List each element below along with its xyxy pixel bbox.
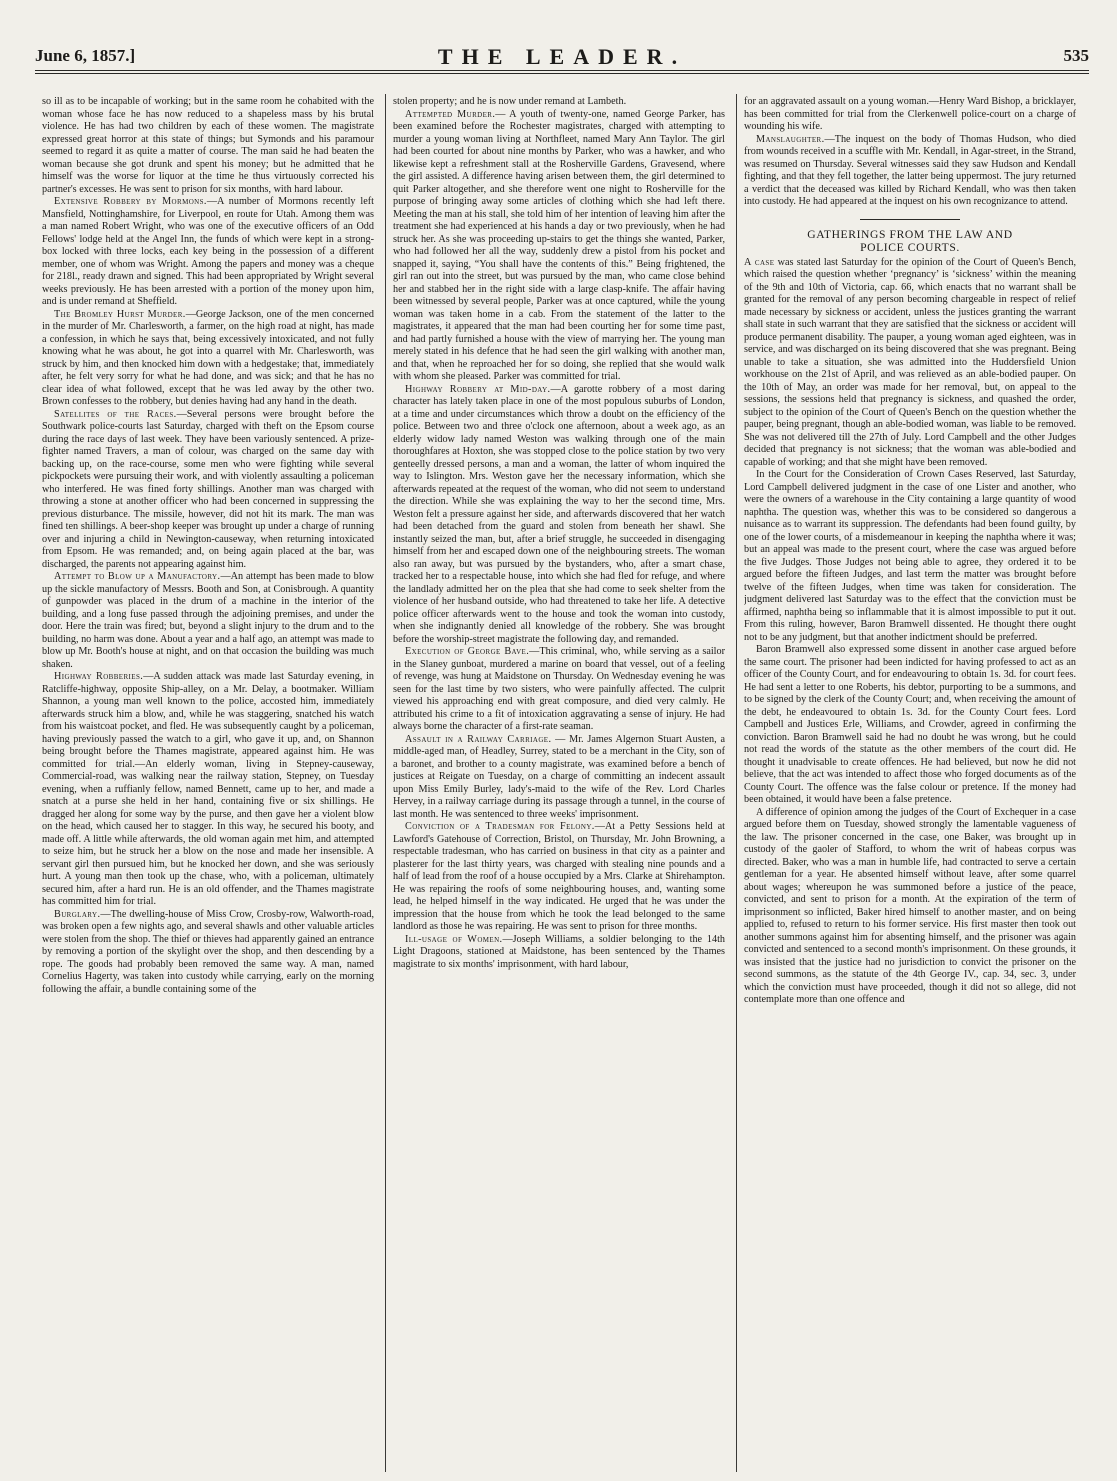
column-2 xyxy=(393,96,725,1472)
article-heading: Burglary. xyxy=(54,908,101,920)
article-heading: Attempted Murder. xyxy=(405,108,496,120)
header-rule xyxy=(35,70,1089,71)
article-ill-usage-women xyxy=(393,934,725,972)
column-1 xyxy=(42,96,374,1472)
section-title-line: GATHERINGS FROM THE LAW AND xyxy=(807,227,1013,241)
article-body: —The dwelling-house of Miss Crow, Crosby-row, Walworth-road, was broken open a few nights ago, and several shawls and other valuable articles were stolen from the shop. The thief or thieves had apparently gained an entrance by removing a portion of the skylight over the shop, and then descending by a rope. The goods had probably been removed the same way. A man, named Cornelius Hagerty, was taken into custody while carrying, early on the morning following the affair, a bundle containing some of the xyxy=(42,908,374,995)
article-continuation: stolen property; and he is now under remand at Lambeth. xyxy=(393,96,627,107)
article-extensive-robbery xyxy=(42,196,374,309)
article-court-of-exchequer: A difference of opinion among the judges of the Court of Exchequer in a case argued before them on Tuesday, showed strongly the lamentable vagueness of the law. The prisoner concerned in the case, one Baker, was brought up in custody of the gaoler of Stafford, to whom the writ of habeas corpus was directed. Baker, who was a man in humble life, had contracted to serve a certain gentleman for a year. He absented himself without leave, after some quarrel about wages; whereupon he was summoned before a justice of the peace, convicted, and sent to prison for a month. At the expiration of the term of imprisonment so inflicted, Baker hired himself to another master, and on being applied to, refused to return to his former service. His first master then took out another summons against him for absenting himself, and the prisoner was again convicted and sentenced to a second month's imprisonment. On these grounds, it was insisted that the justice had no jurisdiction to convict the prisoner on the second summons, as the statute of the 4th George IV., cap. 34, sec. 3, under which the conviction must have proceeded, though it did not so allege, did not contemplate more than one offence and xyxy=(744,806,1076,1005)
article-county-court-fees: Baron Bramwell also expressed some dissent in another case argued before the same court. The prisoner had been indicted for having professed to act as an officer of the County Court, and for endeavouring to obtain 1s. 3d. for court fees. He had sent a letter to one Roberts, his debtor, purporting to be a summons, and to be signed by the clerk of the County Court; and, when receiving the amount of the debt, he endeavoured to obtain 1s. 3d. for the County Court fees. Lord Campbell and Justices Erle, Williams, and Crowder, agreed in confirming the conviction. Baron Bramwell said he had no doubt he was wrong, but he could not read the words of the statute as the other members of the court did. He thought it unadvisable to create offences. He had believed, but now he did not believe, that the act was intended to affect those who forged documents as of the County Court. The offence was the false colour or pretence. If the money had been obtained, it would have been a false pretence. xyxy=(744,644,1076,805)
article-heading: Ill-usage of Women. xyxy=(405,933,503,945)
article-body: —An attempt has been made to blow up the sickle manufactory of Messrs. Booth and Son, at Conisbrough. A quantity of gunpowder was placed in the drum of a machine in the interior of the building, and a long fuse passed through the adjoining premises, and under the door. Here the train was fired; but, beyond a slight injury to the drum and to the building, no harm was done. About a year and a half ago, an attempt was made to blow up Mr. Booth's house at night, and on that occasion the building was much shaken. xyxy=(42,571,374,670)
section-divider xyxy=(860,219,960,220)
header-rule-double xyxy=(35,73,1089,74)
article-highway-robberies xyxy=(42,671,374,909)
article-heading: Attempt to Blow up a Manufactory. xyxy=(54,571,221,582)
article-heading: Manslaughter. xyxy=(756,133,825,145)
article-body: — Mr. James Algernon Stuart Austen, a middle-aged man, of Headley, Surrey, stated to be a merchant in the City, son of a baronet, and brother to a county magistrate, was examined before a bench of justices at Reigate on Tuesday, on a charge of committing an indecent assault upon Miss Emily Burley, lady's-maid to the wife of the Rev. Lord Charles Hervey, in a railway carriage during its passage through a tunnel, in the course of last month. He was sentenced to three weeks' imprisonment. xyxy=(393,733,725,820)
article-body: —This criminal, who, while serving as a sailor in the Slaney gunboat, murdered a marine on board that vessel, out of a feeling of revenge, was hung at Maidstone on Thursday. On Wednesday evening he was seen for the last time by two sisters, who were painfully affected. The culprit viewed his approaching end with great composure, and died very calmly. He attributed his crime to a fit of intoxication aggravating a sense of injury. He had always borne the character of a first-rate seaman. xyxy=(393,646,725,732)
page-number: 535 xyxy=(1063,46,1089,65)
article-heading: Highway Robberies. xyxy=(54,671,144,682)
section-title-line: POLICE COURTS. xyxy=(860,240,960,254)
article-bromley-hurst-murder xyxy=(42,309,374,409)
page-header xyxy=(35,44,1089,72)
article-body: —George Jackson, one of the men concerned in the murder of Mr. Charlesworth, a farmer, on the high road at night, has made a confession, in which he says that, being excessively intoxicated, and not fully knowing what he was about, he got into a quarrel with Mr. Charlesworth, was struck by him, and then knocked him down with a hedgestake; that, immediately after, he felt very sorry for what he had done, and was sick; and that he has no clear idea of what followed, except that he was led away by the other two. Brown confesses to the robbery, but denies having had any hand in the death. xyxy=(42,308,374,407)
article-heading: Assault in a Railway Carriage. xyxy=(405,733,552,745)
section-title-law-police-courts xyxy=(744,228,1076,254)
article-heading: The Bromley Hurst Murder. xyxy=(54,308,186,320)
article-crown-cases-naphtha: In the Court for the Consideration of Crown Cases Reserved, last Saturday, Lord Campbell delivered judgment in the case of one Lister and another, who were the owners of a warehouse in the City containing a large quantity of wood naphtha. The question was, whether this was to be considered so dangerous a nuisance as to warrant its suppression. The defendants had been found guilty, by one of the lower courts, of a misdemeanour in keeping the naphtha where it was; but an appeal was made to the present court, where the case was argued before the five Judges. Those Judges not being able to agree, they ordered it to be argued before the fifteen Judges, and last term the matter was brought before twelve of the fifteen Judges, when time was taken for consideration. The judgment delivered last Saturday was to the effect that the conviction must be affirmed, naphtha being so inflammable that it is almost impossible to put it out. From this ruling, however, Baron Bramwell dissented. He thought there ought not to be any judgment, but that another indictment should be preferred. xyxy=(744,469,1076,643)
article-continuation: for an aggravated assault on a young woman.—Henry Ward Bishop, a bricklayer, has been committed for trial from the Clerkenwell police-court on a charge of wounding his wife. xyxy=(744,96,1076,132)
article-pregnancy-sickness xyxy=(744,257,1076,470)
article-execution-george-bave xyxy=(393,646,725,734)
article-lead-word: A case xyxy=(744,256,775,268)
article-attempt-blow-up xyxy=(42,571,374,671)
article-attempted-murder xyxy=(393,109,725,384)
article-conviction-tradesman xyxy=(393,821,725,934)
article-body: —Joseph Williams, a soldier belonging to the 14th Light Dragoons, stationed at Maidstone, has been sentenced by the Thames magistrate to six months' imprisonment, with hard labour, xyxy=(393,933,725,970)
column-3 xyxy=(744,96,1076,1472)
article-heading: Execution of George Bave. xyxy=(405,646,530,657)
article-heading: Conviction of a Tradesman for Felony. xyxy=(405,821,595,832)
column-divider-1 xyxy=(385,94,386,1472)
column-divider-2 xyxy=(736,94,737,1472)
article-body: —A garotte robbery of a most daring character has lately taken place in one of the most populous suburbs of London, at a time and under circumstances which throw a doubt on the efficiency of the police. Between two and three o'clock one afternoon, about a week ago, as an elderly widow lady named Weston was walking through one of the main thoroughfares at Hoxton, she was stopped close to the police station by two very genteelly dressed persons, a man and a woman, the latter of whom inquired the way to Islington. Mrs. Weston gave her the necessary information, which she afterwards repeated at the request of the woman, who did not seem to understand the direction. While she was explaining the way to her the second time, Mrs. Weston felt a pressure against her side, and afterwards discovered that her watch had been detached from the guard and stolen from beneath her shawl. She instantly seized the man, but, after a brief struggle, he succeeded in disengaging himself from her and escaped down one of the neighbouring streets. The woman also ran away, but was pursued by the bystanders, who, after a smart chase, tracked her to a respectable house, into which she had fled for refuge, and where the landlady admitted her on the plea that she had come to seek shelter from the violence of her husband outside, who had threatened to take her life. A detective police officer afterwards went to the house and took the woman into custody, when she indignantly denied all knowledge of the robbery. She was brought before the worship-street magistrate the following day, and remanded. xyxy=(393,383,725,645)
article-body: was stated last Saturday for the opinion of the Court of Queen's Bench, which raised the question whether ‘pregnancy’ is ‘sickness’ within the meaning of the 9th and 10th of Victoria, cap. 66, which enacts that no warrant shall be granted for the removal of any person becoming chargeable in respect of relief made necessary by sickness or accident, unless the justices granting the warrant shall state in such warrant that they are satisfied that the sickness or accident will produce permanent disability. The pauper, a young woman aged eighteen, was in service, and was discharged on its being discovered that she was pregnant. Being unable to take a situation, she was admitted into the Huddersfield Union workhouse on the 21st of April, and was relieved as an able-bodied pauper. On the 10th of May, an order was made for her removal, but, on appeal to the sessions, the sessions held that pregnancy is sickness, and quashed the order, subject to the opinion of the Court of Queen's Bench on the question whether the pauper, being pregnant, though an able-bodied woman, was liable to be removed. She was not delivered till the 27th of July. Lord Campbell and the other Judges decided that pregnancy is not sickness; that the woman was able-bodied and capable of working; and that she might have been removed. xyxy=(744,256,1076,468)
article-body: —At a Petty Sessions held at Lawford's Gatehouse of Correction, Bristol, on Thursday, Mr. John Browning, a respectable tradesman, who has carried on business in that city as a painter and plasterer for the last thirty years, was charged with stealing nine pounds and a half of lead from the roof of a house occupied by a Mrs. Clarke at Shirehampton. He was repairing the roofs of some neighbouring houses, and, wanting some lead, he helped himself in the way indicated. He urged that he was under the impression that the house from which he took the lead belonged to the same landlord as those he was repairing. He was sent to prison for three months. xyxy=(393,821,725,932)
article-heading: Highway Robbery at Mid-day. xyxy=(405,383,551,395)
article-heading: Satellites of the Races. xyxy=(54,408,177,420)
article-body: —A number of Mormons recently left Mansfield, Nottinghamshire, for Liverpool, en route for Utah. Among them was a man named Robert Wright, who was one of the executive officers of an Odd Fellows' lodge held at the Angel Inn, the funds of which were kept in a strong-box locked with three locks, each key being in the possession of a different member, one of whom was Wright. Among the papers and money was a cheque for 218l., ready drawn and signed. This had been appropriated by Wright several weeks previously. He has been arrested with a portion of the money upon him, and is under remand at Sheffield. xyxy=(42,196,374,307)
article-assault-railway xyxy=(393,734,725,822)
article-body: —The inquest on the body of Thomas Hudson, who died from wounds received in a scuffle with Mr. Kendall, in Agar-street, in the Strand, was resumed on Thursday. Several witnesses said they saw Hudson and Kendall fighting, and that they fell together, the latter being uppermost. The jury returned a verdict that the deceased was killed by Richard Kendall, who was then taken into custody. He had appeared at the inquest on his own recognizance to attend. xyxy=(744,133,1076,207)
article-highway-robbery-midday xyxy=(393,384,725,647)
article-burglary xyxy=(42,909,374,997)
article-continuation: so ill as to be incapable of working; but in the same room he cohabited with the woman whose face he has now reduced to a shapeless mass by his brutal violence. He has had two children by each of these women. The magistrate expressed great horror at this state of things; but Symonds and his paramour seemed to regard it as quite a matter of course. The man said he had beaten the woman because she got drunk and spent his money; but he admitted that he himself was the worse for liquor at the time he thus virtuously corrected his partner's excesses. He was sent to prison for six months, with hard labour. xyxy=(42,96,374,195)
article-body: — A youth of twenty-one, named George Parker, has been examined before the Rochester magistrates, charged with attempting to murder a young woman living at Northfleet, named Mary Ann Taylor. The girl had been courted for about nine months by Parker, who was a hawker, and who likewise kept a refreshment stall at the Rosherville Gardens, Gravesend, where the girl assisted. A difference having arisen between them, the girl determined to quit Parker altogether, and she therefore went one night to Rosherville for the purpose of bringing away some articles of clothing which she had left there. Meeting the man at his stall, she told him of her intention of leaving him after the treatment she had experienced at his hands a day or two previously, when he had struck her. As she was proceeding up-stairs to get the things she wanted, Parker, who had followed her all the way, suddenly drew a pistol from his pocket and snapped it, saying, “You shall have the contents of this.” Being frightened, the girl ran out into the street, but was pursued by the man, who came close behind her and stabbed her in the right side with a large clasp-knife. The affair having been witnessed by several people, Parker was at once captured, while the young woman was taken home in a cab. From the statement of the latter to the magistrates, it appeared that the man had been courting her for some time past, and had partly furnished a house with the view of marrying her. The young man merely stated in his defence that he had seen the girl walking with another man, and that, when he reproached her for so doing, she replied that she would walk with whom she pleased. Parker was committed for trial. xyxy=(393,108,725,382)
article-satellites-of-races xyxy=(42,409,374,572)
article-heading: Extensive Robbery by Mormons. xyxy=(54,196,207,207)
article-body: —A sudden attack was made last Saturday evening, in Ratcliffe-highway, opposite Ship-alley, on a Mr. Delay, a bootmaker. William Shannon, a young man well known to the police, accosted him, immediately afterwards struck him a blow, and, while he was staggering, snatched his watch from his waistcoat pocket, and fled. He was subsequently caught by a policeman, having previously passed the watch to a girl, who gave it up, and, on Shannon being brought before the Thames magistrate, appeared against him. He was committed for trial.—An elderly woman, living in Stepney-causeway, Commercial-road, was walking near the railway station, Stepney, on Tuesday evening, when a ruffianly fellow, named Bennett, came up to her, and made a snatch at a purse she held in her hand, containing five or six shillings. He dragged her along for some way by the purse, and then gave her a violent blow on the head, which caused her to stagger. In this way, he secured his booty, and made off. A little while afterwards, the old woman again met him, and attempted to seize him, but he struck her a blow on the nose and made her insensible. A servant girl then pursued him, but he knocked her down, and she was seriously hurt. A young man then took up the chase, who, with a policeman, ultimately secured him, after a hard run. He is an old offender, and the Thames magistrate has committed him for trial. xyxy=(42,671,374,907)
issue-date: June 6, 1857.] xyxy=(35,46,136,65)
masthead-title: THE LEADER. xyxy=(437,44,687,69)
article-manslaughter xyxy=(744,134,1076,209)
article-body: —Several persons were brought before the Southwark police-courts last Saturday, charged with theft on the Epsom course during the race days of last week. They have been variously sentenced. A prize-fighter named Travers, a man of colour, was charged on the same day with backing up, on the race-course, some men who were fighting while several pickpockets were pursuing their work, and with violently assaulting a policeman who interfered. He was fined forty shillings. Another man was charged with throwing a stone at another officer who had been concerned in suppressing the previous disturbance. The missile, however, did not hit its mark. The man was fined ten shillings. A beer-shop keeper was brought up under a charge of running over and injuring a child in Newington-causeway, when returning intoxicated from Epsom. He was remanded; and, on being again placed at the bar, was discharged, the parents not appearing against him. xyxy=(42,408,374,570)
